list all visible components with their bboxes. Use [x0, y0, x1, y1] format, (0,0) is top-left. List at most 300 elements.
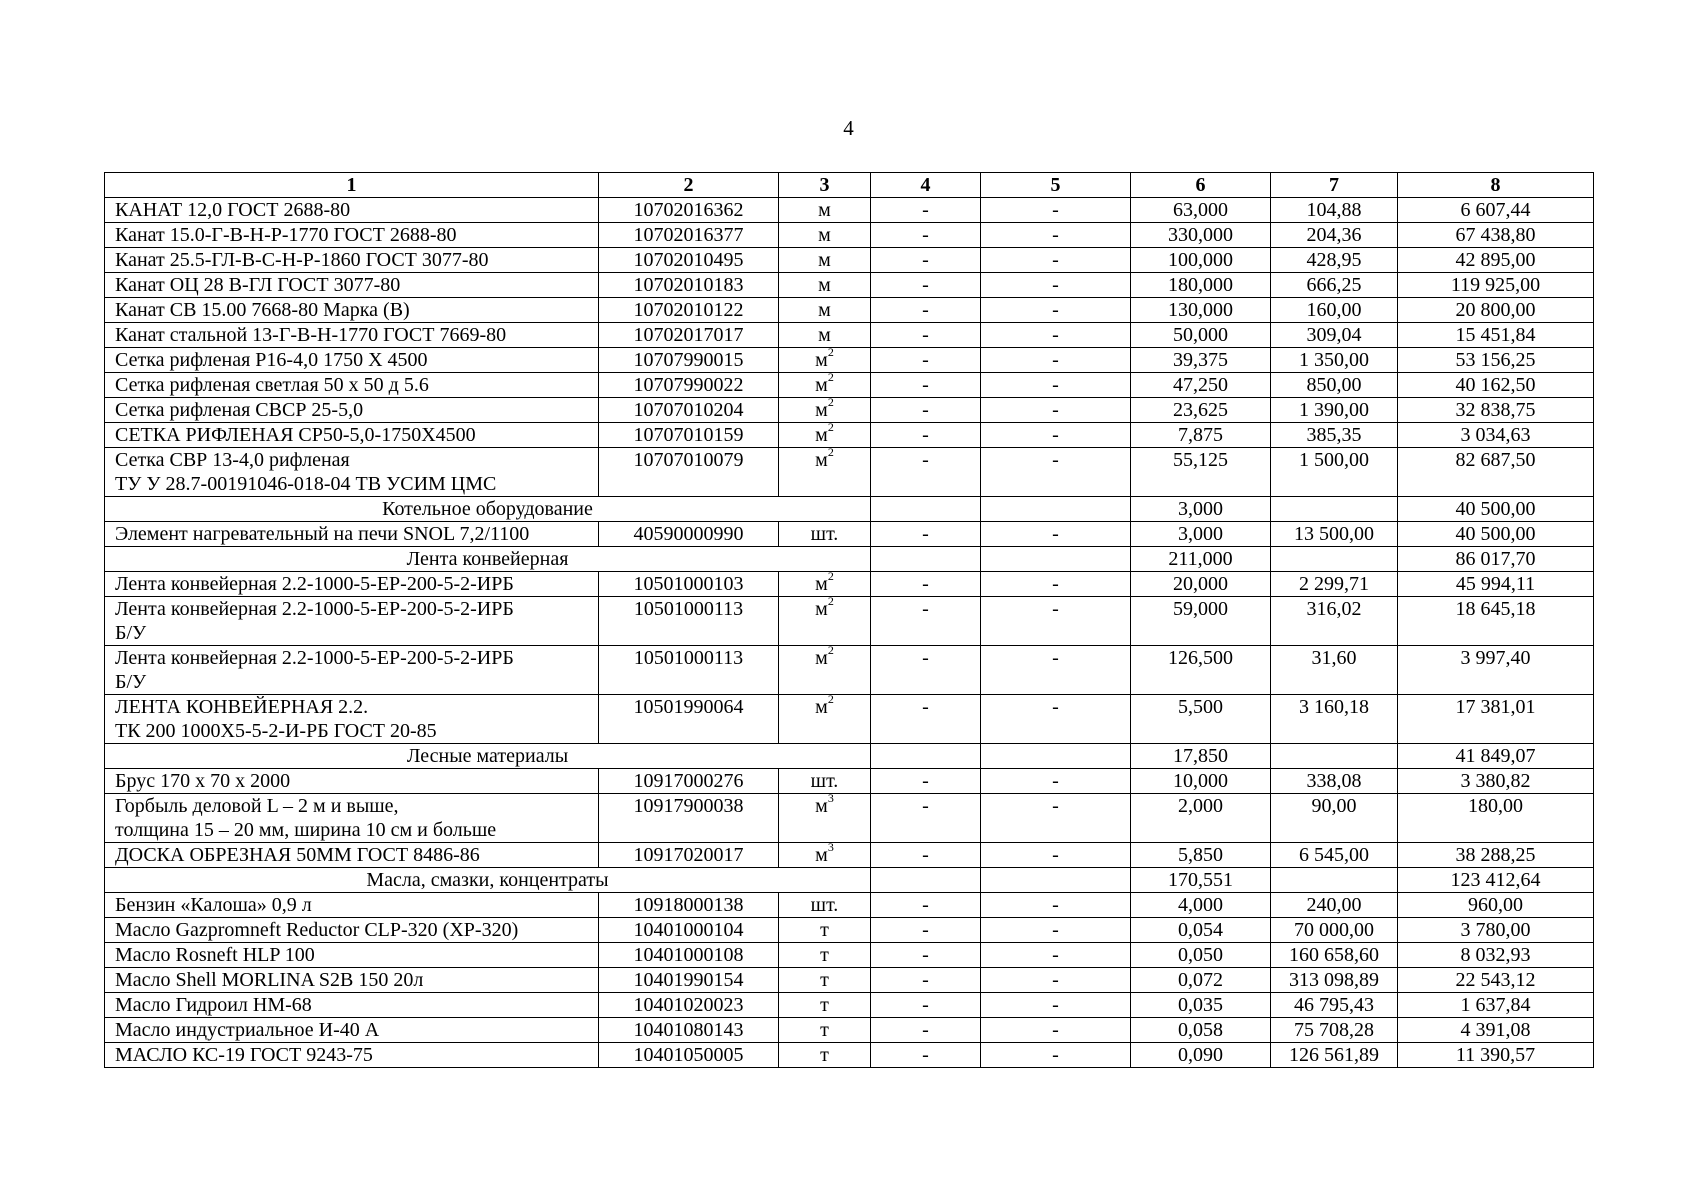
item-name-line: Масло индустриальное И-40 А [115, 1019, 380, 1041]
qty-cell: 126,500 [1131, 646, 1271, 695]
col5-cell: - [981, 198, 1131, 223]
empty-cell [981, 497, 1131, 522]
col5-cell: - [981, 323, 1131, 348]
unit-cell [779, 597, 871, 646]
sum-cell: 38 288,25 [1398, 843, 1594, 868]
empty-cell [871, 547, 981, 572]
col5-cell: - [981, 398, 1131, 423]
col4-cell: - [871, 223, 981, 248]
table-row [105, 646, 1594, 695]
price-cell: 160 658,60 [1271, 943, 1398, 968]
unit-cell [779, 993, 871, 1018]
price-cell: 240,00 [1271, 893, 1398, 918]
unit-text: м [815, 449, 828, 471]
unit-text: м [818, 274, 831, 296]
unit-exponent: 3 [827, 793, 834, 806]
table-row [105, 223, 1594, 248]
unit-text: м [815, 844, 828, 866]
table-row [105, 572, 1594, 597]
col5-cell: - [981, 695, 1131, 744]
item-name-line: МАСЛО КС-19 ГОСТ 9243-75 [115, 1044, 373, 1066]
table-row [105, 373, 1594, 398]
column-header: 7 [1271, 173, 1398, 198]
unit-exponent: 2 [827, 347, 834, 360]
item-name-line: ДОСКА ОБРЕЗНАЯ 50ММ ГОСТ 8486-86 [115, 844, 480, 866]
unit-cell [779, 423, 871, 448]
table-row [105, 943, 1594, 968]
sum-cell: 82 687,50 [1398, 448, 1594, 497]
table-row [105, 769, 1594, 794]
col4-cell: - [871, 993, 981, 1018]
unit-text: шт. [810, 523, 839, 545]
item-code-cell: 10702010495 [599, 248, 779, 273]
unit-cell [779, 298, 871, 323]
unit-exponent: 2 [827, 422, 834, 435]
col5-cell: - [981, 646, 1131, 695]
price-cell: 385,35 [1271, 423, 1398, 448]
group-name-cell: Котельное оборудование [105, 497, 871, 522]
unit-cell [779, 943, 871, 968]
group-name-cell: Масла, смазки, концентраты [105, 868, 871, 893]
item-name-cell [105, 1018, 599, 1043]
sum-cell: 11 390,57 [1398, 1043, 1594, 1068]
price-cell: 75 708,28 [1271, 1018, 1398, 1043]
qty-cell: 100,000 [1131, 248, 1271, 273]
price-cell: 428,95 [1271, 248, 1398, 273]
item-code-cell: 10707990015 [599, 348, 779, 373]
col5-cell: - [981, 423, 1131, 448]
item-name-line: Канат 25.5-ГЛ-В-С-Н-Р-1860 ГОСТ 3077-80 [115, 249, 489, 271]
col4-cell: - [871, 198, 981, 223]
item-name-line: Сетка рифленая светлая 50 х 50 д 5.6 [115, 374, 429, 396]
empty-cell [1271, 868, 1398, 893]
table-row [105, 695, 1594, 744]
sum-cell: 15 451,84 [1398, 323, 1594, 348]
qty-cell: 180,000 [1131, 273, 1271, 298]
item-name-line: толщина 15 – 20 мм, ширина 10 см и больше [115, 819, 497, 841]
unit-exponent: 2 [827, 596, 834, 609]
price-cell: 2 299,71 [1271, 572, 1398, 597]
empty-cell [871, 744, 981, 769]
empty-cell [981, 547, 1131, 572]
item-code-cell: 10702016377 [599, 223, 779, 248]
qty-cell: 330,000 [1131, 223, 1271, 248]
qty-cell: 59,000 [1131, 597, 1271, 646]
price-cell: 3 160,18 [1271, 695, 1398, 744]
item-name-line: Элемент нагревательный на печи SNOL 7,2/1100 [115, 523, 530, 545]
item-name-line: Канат 15.0-Г-В-Н-Р-1770 ГОСТ 2688-80 [115, 224, 457, 246]
qty-cell: 0,054 [1131, 918, 1271, 943]
unit-text: м [815, 795, 828, 817]
item-name-cell [105, 373, 599, 398]
table-row [105, 1018, 1594, 1043]
unit-cell [779, 448, 871, 497]
table-body [105, 198, 1594, 1068]
item-code-cell: 10501990064 [599, 695, 779, 744]
empty-cell [1271, 547, 1398, 572]
table-row [105, 1043, 1594, 1068]
price-cell: 31,60 [1271, 646, 1398, 695]
qty-cell: 55,125 [1131, 448, 1271, 497]
item-name-cell [105, 398, 599, 423]
col5-cell: - [981, 522, 1131, 547]
unit-text: м [818, 224, 831, 246]
item-name-cell [105, 843, 599, 868]
qty-cell: 0,072 [1131, 968, 1271, 993]
group-name-cell: Лента конвейерная [105, 547, 871, 572]
item-code-cell: 10707010159 [599, 423, 779, 448]
column-header: 4 [871, 173, 981, 198]
item-code-cell: 10501000103 [599, 572, 779, 597]
empty-cell [1271, 744, 1398, 769]
col5-cell: - [981, 918, 1131, 943]
table-row [105, 398, 1594, 423]
col5-cell: - [981, 843, 1131, 868]
col4-cell: - [871, 398, 981, 423]
sum-cell: 40 162,50 [1398, 373, 1594, 398]
col5-cell: - [981, 572, 1131, 597]
item-name-line: Масло Rosneft HLP 100 [115, 944, 315, 966]
unit-cell [779, 968, 871, 993]
sum-cell: 45 994,11 [1398, 572, 1594, 597]
table-row [105, 348, 1594, 373]
sum-cell: 20 800,00 [1398, 298, 1594, 323]
table-row [105, 448, 1594, 497]
sum-cell: 67 438,80 [1398, 223, 1594, 248]
price-cell: 104,88 [1271, 198, 1398, 223]
item-name-cell [105, 323, 599, 348]
col5-cell: - [981, 597, 1131, 646]
sum-cell: 53 156,25 [1398, 348, 1594, 373]
col4-cell: - [871, 597, 981, 646]
col4-cell: - [871, 348, 981, 373]
sum-cell: 6 607,44 [1398, 198, 1594, 223]
item-name-cell [105, 223, 599, 248]
item-name-line: Канат стальной 13-Г-В-Н-1770 ГОСТ 7669-80 [115, 324, 507, 346]
item-code-cell: 10917000276 [599, 769, 779, 794]
qty-cell: 10,000 [1131, 769, 1271, 794]
item-name-line: Лента конвейерная 2.2-1000-5-ЕР-200-5-2-ИРБ [115, 598, 514, 620]
item-name-cell [105, 769, 599, 794]
unit-cell [779, 918, 871, 943]
unit-text: м [815, 647, 828, 669]
price-cell: 338,08 [1271, 769, 1398, 794]
item-code-cell: 10702010183 [599, 273, 779, 298]
item-name-cell [105, 273, 599, 298]
unit-exponent: 2 [827, 397, 834, 410]
item-name-line: Масло Gazpromneft Reductor CLP-320 (ХР-320) [115, 919, 519, 941]
col4-cell: - [871, 918, 981, 943]
col5-cell: - [981, 1043, 1131, 1068]
unit-text: м [815, 573, 828, 595]
unit-text: м [818, 324, 831, 346]
table-row [105, 893, 1594, 918]
col4-cell: - [871, 695, 981, 744]
column-number-row [105, 173, 1594, 198]
col5-cell: - [981, 893, 1131, 918]
price-cell: 1 390,00 [1271, 398, 1398, 423]
unit-cell [779, 398, 871, 423]
empty-cell [871, 868, 981, 893]
unit-text: м [818, 199, 831, 221]
column-header: 6 [1131, 173, 1271, 198]
page-number: 4 [843, 116, 854, 140]
item-code-cell: 10707010079 [599, 448, 779, 497]
item-code-cell: 10501000113 [599, 646, 779, 695]
item-code-cell: 10401990154 [599, 968, 779, 993]
empty-cell [871, 497, 981, 522]
item-name-line: Бензин «Калоша» 0,9 л [115, 894, 312, 916]
table-row [105, 597, 1594, 646]
item-name-cell [105, 448, 599, 497]
item-name-cell [105, 423, 599, 448]
sum-cell: 22 543,12 [1398, 968, 1594, 993]
qty-cell: 63,000 [1131, 198, 1271, 223]
unit-cell [779, 373, 871, 398]
item-code-cell: 10501000113 [599, 597, 779, 646]
item-name-line: Масло Гидроил НМ-68 [115, 994, 312, 1016]
qty-cell: 39,375 [1131, 348, 1271, 373]
item-name-cell [105, 348, 599, 373]
col4-cell: - [871, 522, 981, 547]
col5-cell: - [981, 993, 1131, 1018]
unit-text: м [815, 349, 828, 371]
qty-cell: 47,250 [1131, 373, 1271, 398]
sum-cell: 40 500,00 [1398, 522, 1594, 547]
item-name-line: Горбыль деловой L – 2 м и выше, [115, 795, 399, 817]
column-header: 2 [599, 173, 779, 198]
item-code-cell: 10401080143 [599, 1018, 779, 1043]
item-name-cell [105, 794, 599, 843]
col5-cell: - [981, 448, 1131, 497]
col4-cell: - [871, 646, 981, 695]
sum-cell: 3 034,63 [1398, 423, 1594, 448]
unit-text: т [820, 1019, 829, 1041]
unit-exponent: 2 [827, 645, 834, 658]
item-name-line: Канат СВ 15.00 7668-80 Марка (В) [115, 299, 410, 321]
unit-exponent: 2 [827, 372, 834, 385]
price-cell: 70 000,00 [1271, 918, 1398, 943]
unit-exponent: 2 [827, 571, 834, 584]
item-name-cell [105, 943, 599, 968]
item-name-line: Масло Shell MORLINA S2B 150 20л [115, 969, 424, 991]
col4-cell: - [871, 1043, 981, 1068]
item-name-cell [105, 198, 599, 223]
unit-cell [779, 223, 871, 248]
unit-cell [779, 522, 871, 547]
item-code-cell: 10401050005 [599, 1043, 779, 1068]
group-sum-cell: 123 412,64 [1398, 868, 1594, 893]
col5-cell: - [981, 943, 1131, 968]
price-cell: 13 500,00 [1271, 522, 1398, 547]
col5-cell: - [981, 968, 1131, 993]
table-row [105, 423, 1594, 448]
unit-cell [779, 893, 871, 918]
group-row [105, 868, 1594, 893]
price-cell: 850,00 [1271, 373, 1398, 398]
item-name-cell [105, 572, 599, 597]
group-qty-cell: 211,000 [1131, 547, 1271, 572]
unit-cell [779, 769, 871, 794]
unit-exponent: 3 [827, 842, 834, 855]
sum-cell: 3 997,40 [1398, 646, 1594, 695]
item-name-line: Лента конвейерная 2.2-1000-5-ЕР-200-5-2-ИРБ [115, 573, 514, 595]
item-name-line: КАНАТ 12,0 ГОСТ 2688-80 [115, 199, 351, 221]
qty-cell: 0,050 [1131, 943, 1271, 968]
item-code-cell: 10917900038 [599, 794, 779, 843]
unit-text: м [818, 249, 831, 271]
qty-cell: 4,000 [1131, 893, 1271, 918]
empty-cell [981, 868, 1131, 893]
item-name-cell [105, 968, 599, 993]
item-name-line: Б/У [115, 671, 147, 693]
unit-cell [779, 843, 871, 868]
sum-cell: 32 838,75 [1398, 398, 1594, 423]
item-name-cell [105, 918, 599, 943]
column-header: 1 [105, 173, 599, 198]
unit-text: шт. [810, 894, 839, 916]
col5-cell: - [981, 248, 1131, 273]
col4-cell: - [871, 423, 981, 448]
qty-cell: 7,875 [1131, 423, 1271, 448]
price-cell: 316,02 [1271, 597, 1398, 646]
col5-cell: - [981, 348, 1131, 373]
qty-cell: 23,625 [1131, 398, 1271, 423]
item-name-line: Б/У [115, 622, 147, 644]
unit-cell [779, 198, 871, 223]
col5-cell: - [981, 223, 1131, 248]
unit-cell [779, 794, 871, 843]
item-code-cell: 10401020023 [599, 993, 779, 1018]
col4-cell: - [871, 943, 981, 968]
sum-cell: 180,00 [1398, 794, 1594, 843]
qty-cell: 0,058 [1131, 1018, 1271, 1043]
item-name-line: Сетка СВР 13-4,0 рифленая [115, 449, 350, 471]
col4-cell: - [871, 323, 981, 348]
item-name-cell [105, 597, 599, 646]
item-name-line: Сетка рифленая Р16-4,0 1750 Х 4500 [115, 349, 428, 371]
table-row [105, 918, 1594, 943]
unit-cell [779, 1043, 871, 1068]
item-name-cell [105, 522, 599, 547]
price-cell: 1 350,00 [1271, 348, 1398, 373]
table-row [105, 248, 1594, 273]
qty-cell: 130,000 [1131, 298, 1271, 323]
group-qty-cell: 17,850 [1131, 744, 1271, 769]
price-cell: 666,25 [1271, 273, 1398, 298]
col4-cell: - [871, 843, 981, 868]
sum-cell: 4 391,08 [1398, 1018, 1594, 1043]
unit-text: м [815, 424, 828, 446]
unit-text: шт. [810, 770, 839, 792]
unit-exponent: 2 [827, 447, 834, 460]
column-header: 8 [1398, 173, 1594, 198]
item-code-cell: 10702010122 [599, 298, 779, 323]
qty-cell: 5,500 [1131, 695, 1271, 744]
unit-text: т [820, 919, 829, 941]
item-name-line: СЕТКА РИФЛЕНАЯ СР50-5,0-1750Х4500 [115, 424, 476, 446]
item-name-line: ТК 200 1000Х5-5-2-И-РБ ГОСТ 20-85 [115, 720, 437, 742]
table-row [105, 843, 1594, 868]
item-code-cell: 10702016362 [599, 198, 779, 223]
item-name-line: Лента конвейерная 2.2-1000-5-ЕР-200-5-2-ИРБ [115, 647, 514, 669]
sum-cell: 42 895,00 [1398, 248, 1594, 273]
group-row [105, 744, 1594, 769]
item-name-line: Сетка рифленая СВСР 25-5,0 [115, 399, 364, 421]
unit-text: м [818, 299, 831, 321]
item-name-line: ТУ У 28.7-00191046-018-04 ТВ УСИМ ЦМС [115, 473, 497, 495]
empty-cell [981, 744, 1131, 769]
item-name-cell [105, 248, 599, 273]
qty-cell: 50,000 [1131, 323, 1271, 348]
col4-cell: - [871, 968, 981, 993]
unit-cell [779, 348, 871, 373]
col4-cell: - [871, 373, 981, 398]
col5-cell: - [981, 769, 1131, 794]
price-cell: 204,36 [1271, 223, 1398, 248]
empty-cell [1271, 497, 1398, 522]
group-name-cell: Лесные материалы [105, 744, 871, 769]
item-name-cell [105, 695, 599, 744]
table-row [105, 968, 1594, 993]
item-code-cell: 40590000990 [599, 522, 779, 547]
table-row [105, 323, 1594, 348]
column-header: 3 [779, 173, 871, 198]
unit-text: т [820, 994, 829, 1016]
unit-text: м [815, 399, 828, 421]
sum-cell: 960,00 [1398, 893, 1594, 918]
col4-cell: - [871, 1018, 981, 1043]
group-sum-cell: 86 017,70 [1398, 547, 1594, 572]
price-cell: 313 098,89 [1271, 968, 1398, 993]
qty-cell: 2,000 [1131, 794, 1271, 843]
col4-cell: - [871, 448, 981, 497]
group-sum-cell: 40 500,00 [1398, 497, 1594, 522]
unit-cell [779, 323, 871, 348]
item-code-cell: 10917020017 [599, 843, 779, 868]
unit-cell [779, 695, 871, 744]
table-row [105, 198, 1594, 223]
unit-exponent: 2 [827, 694, 834, 707]
item-code-cell: 10707010204 [599, 398, 779, 423]
item-name-line: Брус 170 х 70 х 2000 [115, 770, 291, 792]
sum-cell: 17 381,01 [1398, 695, 1594, 744]
group-row [105, 547, 1594, 572]
col4-cell: - [871, 893, 981, 918]
col4-cell: - [871, 794, 981, 843]
price-cell: 90,00 [1271, 794, 1398, 843]
item-name-line: ЛЕНТА КОНВЕЙЕРНАЯ 2.2. [115, 696, 369, 718]
item-name-cell [105, 893, 599, 918]
qty-cell: 0,035 [1131, 993, 1271, 1018]
item-code-cell: 10401000104 [599, 918, 779, 943]
item-code-cell: 10918000138 [599, 893, 779, 918]
item-code-cell: 10401000108 [599, 943, 779, 968]
price-cell: 46 795,43 [1271, 993, 1398, 1018]
group-row [105, 497, 1594, 522]
price-cell: 309,04 [1271, 323, 1398, 348]
col5-cell: - [981, 273, 1131, 298]
group-sum-cell: 41 849,07 [1398, 744, 1594, 769]
col4-cell: - [871, 273, 981, 298]
sum-cell: 119 925,00 [1398, 273, 1594, 298]
qty-cell: 0,090 [1131, 1043, 1271, 1068]
col5-cell: - [981, 298, 1131, 323]
unit-text: м [815, 598, 828, 620]
price-cell: 1 500,00 [1271, 448, 1398, 497]
qty-cell: 20,000 [1131, 572, 1271, 597]
sum-cell: 8 032,93 [1398, 943, 1594, 968]
